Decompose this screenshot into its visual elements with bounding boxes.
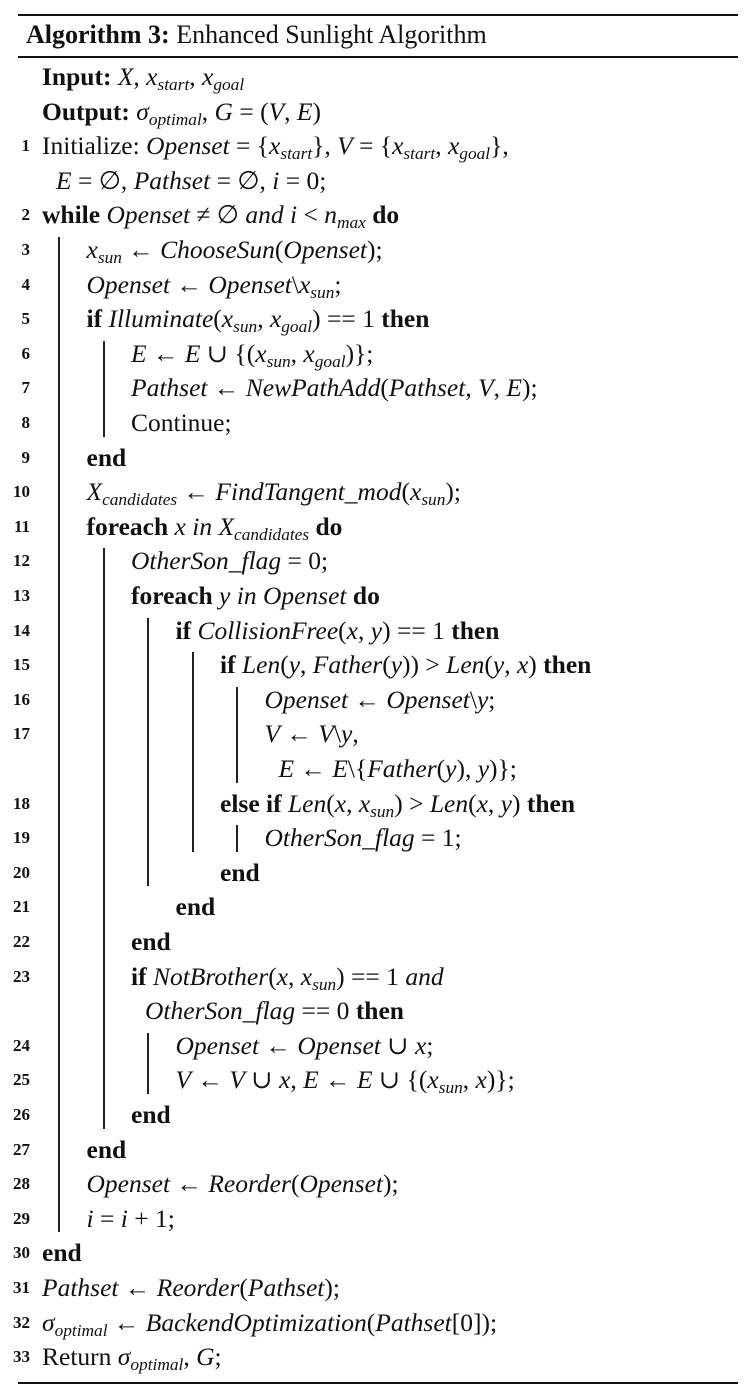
line-text: Output: $\sigma_{optimal}$, G = (V, E) — [42, 96, 321, 129]
line-number: 3 — [21, 240, 30, 259]
bottom-rule — [18, 1382, 738, 1384]
algorithm-line — [0, 1167, 756, 1201]
algorithm-line — [0, 579, 756, 613]
algorithm-line — [0, 717, 756, 751]
line-number: 26 — [13, 1105, 30, 1124]
line-text: while Openset ≠ ∅ and $i < n_{max}$ do — [42, 200, 400, 233]
block-guide-bar — [58, 237, 60, 1232]
line-text: end — [86, 1134, 127, 1164]
line-text: if NotBrother(x, $x_{sun}) == 1$ and — [131, 961, 444, 994]
line-text: Initialize: Openset = $\{x_{start}\}$, $V = \{x_{start}$, $x_{goal}$}, — [42, 131, 509, 164]
line-text: foreach x in $X_{candidates}$ do — [86, 511, 343, 544]
line-number: 2 — [21, 205, 30, 225]
line-text: OtherSon_flag = 0; — [131, 546, 329, 576]
algorithm-line — [0, 164, 756, 198]
line-text: else if Len(x, $x_{sun}) > Len(x$, y) then — [220, 788, 576, 821]
algorithm-line — [0, 198, 756, 232]
line-text: Continue; — [131, 408, 232, 437]
algorithm-line — [0, 683, 756, 717]
algorithm-line — [0, 856, 756, 890]
algorithm-line — [0, 648, 756, 682]
title-rule — [18, 56, 738, 58]
algorithm-line — [0, 787, 756, 821]
line-text: OtherSon_flag = 1; — [264, 823, 462, 853]
line-text: Return $\sigma_{optimal}$, G; — [42, 1342, 222, 1375]
line-number: 33 — [13, 1347, 30, 1367]
algorithm-line — [0, 406, 756, 440]
line-number: 28 — [13, 1174, 30, 1194]
algorithm-line — [0, 821, 756, 855]
line-text: if Len(y, Father(y)) > Len(y, x) then — [220, 650, 592, 680]
algorithm-line — [0, 752, 756, 786]
line-number: 22 — [13, 932, 30, 951]
algorithm-label: Algorithm 3: — [26, 20, 170, 49]
algorithm-title — [26, 20, 487, 50]
line-number: 21 — [13, 897, 30, 917]
line-number: 1 — [21, 136, 30, 156]
algorithm-line — [0, 129, 756, 163]
line-text: Openset ← Openset\y; — [264, 684, 496, 714]
line-text: end — [42, 1238, 82, 1268]
line-number: 32 — [13, 1312, 30, 1332]
algorithm-line — [0, 960, 756, 994]
line-text: Pathset ← NewPathAdd(Pathset, V, E); — [131, 373, 538, 403]
line-number: 17 — [13, 724, 30, 744]
line-text: V ← V\y, — [264, 719, 359, 749]
block-guide-bar — [236, 825, 238, 852]
line-number: 12 — [13, 551, 30, 571]
line-text: E = ∅, Pathset = ∅, i = 0; — [56, 165, 327, 195]
line-number: 5 — [21, 309, 30, 329]
algorithm-line — [0, 441, 756, 475]
algorithm-line — [0, 1202, 756, 1236]
line-number: 8 — [21, 413, 30, 432]
algorithm-line — [0, 60, 756, 94]
line-number: 25 — [13, 1070, 30, 1090]
line-text: Openset ← $Openset\backslash x_{sun}$; — [86, 269, 342, 302]
line-number: 29 — [13, 1208, 30, 1228]
algorithm-line — [0, 994, 756, 1028]
algorithm-line — [0, 1098, 756, 1132]
algorithm-line — [0, 233, 756, 267]
top-rule — [18, 14, 738, 16]
line-number: 30 — [13, 1243, 30, 1263]
line-text: Input: X, $x_{start}$, $x_{goal}$ — [42, 62, 245, 94]
line-number: 9 — [21, 447, 30, 467]
line-number: 15 — [13, 655, 30, 675]
algorithm-line — [0, 1133, 756, 1167]
line-number: 16 — [13, 689, 30, 709]
line-number: 7 — [21, 378, 30, 398]
block-guide-bar — [103, 548, 105, 1128]
line-number: 27 — [13, 1139, 30, 1159]
algorithm-line — [0, 337, 756, 371]
block-guide-bar — [236, 687, 238, 783]
line-text: $X_{candidates}$ ← $FindTangent\_mod(x_{sun})$; — [86, 477, 461, 510]
block-guide-bar — [147, 618, 149, 887]
block-guide-bar — [103, 341, 105, 437]
line-text: OtherSon_flag == 0 then — [145, 996, 404, 1026]
block-guide-bar — [192, 652, 194, 852]
line-text: end — [131, 1100, 171, 1129]
algorithm-line — [0, 544, 756, 578]
line-number: 31 — [13, 1278, 30, 1297]
algorithm-line — [0, 268, 756, 302]
line-text: end — [86, 442, 127, 472]
line-text: end — [220, 857, 260, 887]
algorithm-line — [0, 95, 756, 129]
line-number: 24 — [13, 1035, 30, 1055]
algorithm-line — [0, 1236, 756, 1270]
algorithm-line — [0, 475, 756, 509]
line-text: Openset ← Reorder(Openset); — [86, 1169, 399, 1199]
algorithm-line — [0, 1063, 756, 1097]
algorithm-line — [0, 925, 756, 959]
line-text: if CollisionFree(x, y) == 1 then — [175, 615, 500, 645]
line-text: i = i + 1; — [86, 1203, 175, 1233]
line-number: 11 — [13, 516, 30, 536]
algorithm-line — [0, 371, 756, 405]
line-text: Openset ← Openset ∪ x; — [175, 1030, 434, 1060]
line-number: 10 — [13, 482, 30, 502]
line-number: 19 — [13, 828, 30, 848]
algorithm-line — [0, 1029, 756, 1063]
algorithm-line — [0, 1271, 756, 1305]
line-number: 18 — [13, 793, 30, 813]
algorithm-line — [0, 1306, 756, 1340]
line-number: 6 — [21, 343, 30, 363]
line-text: if $Illuminate(x_{sun}$, $x_{goal}) == 1$ then — [86, 304, 430, 337]
block-guide-bar — [147, 1033, 149, 1094]
line-text: $\sigma_{optimal}$ ← BackendOptimization(Pathset[0]); — [42, 1307, 498, 1340]
line-number: 14 — [13, 620, 30, 640]
line-number: 13 — [13, 586, 30, 605]
line-text: $x_{sun}$ ← ChooseSun(Openset); — [86, 235, 383, 267]
line-number: 23 — [13, 966, 30, 986]
line-text: Pathset ← Reorder(Pathset); — [42, 1273, 340, 1302]
line-text: E ← E ∪ {($x_{sun}$, $x_{goal}$)}; — [131, 338, 374, 371]
line-number: 20 — [13, 862, 30, 882]
line-text: E ← E\{Father(y), y)}; — [278, 754, 517, 783]
algorithm-name: Enhanced Sunlight Algorithm — [176, 20, 487, 49]
line-text: end — [175, 892, 216, 922]
algorithm-line — [0, 614, 756, 648]
line-text: foreach y in Openset do — [131, 581, 380, 610]
algorithm-line — [0, 1340, 756, 1374]
algorithm-line — [0, 890, 756, 924]
line-text: V ← V ∪ x, E ← E ∪ {($x_{sun}$, x)}; — [175, 1065, 515, 1098]
algorithm-line — [0, 302, 756, 336]
algorithm-line — [0, 510, 756, 544]
line-number: 4 — [21, 274, 30, 294]
line-text: end — [131, 927, 171, 956]
